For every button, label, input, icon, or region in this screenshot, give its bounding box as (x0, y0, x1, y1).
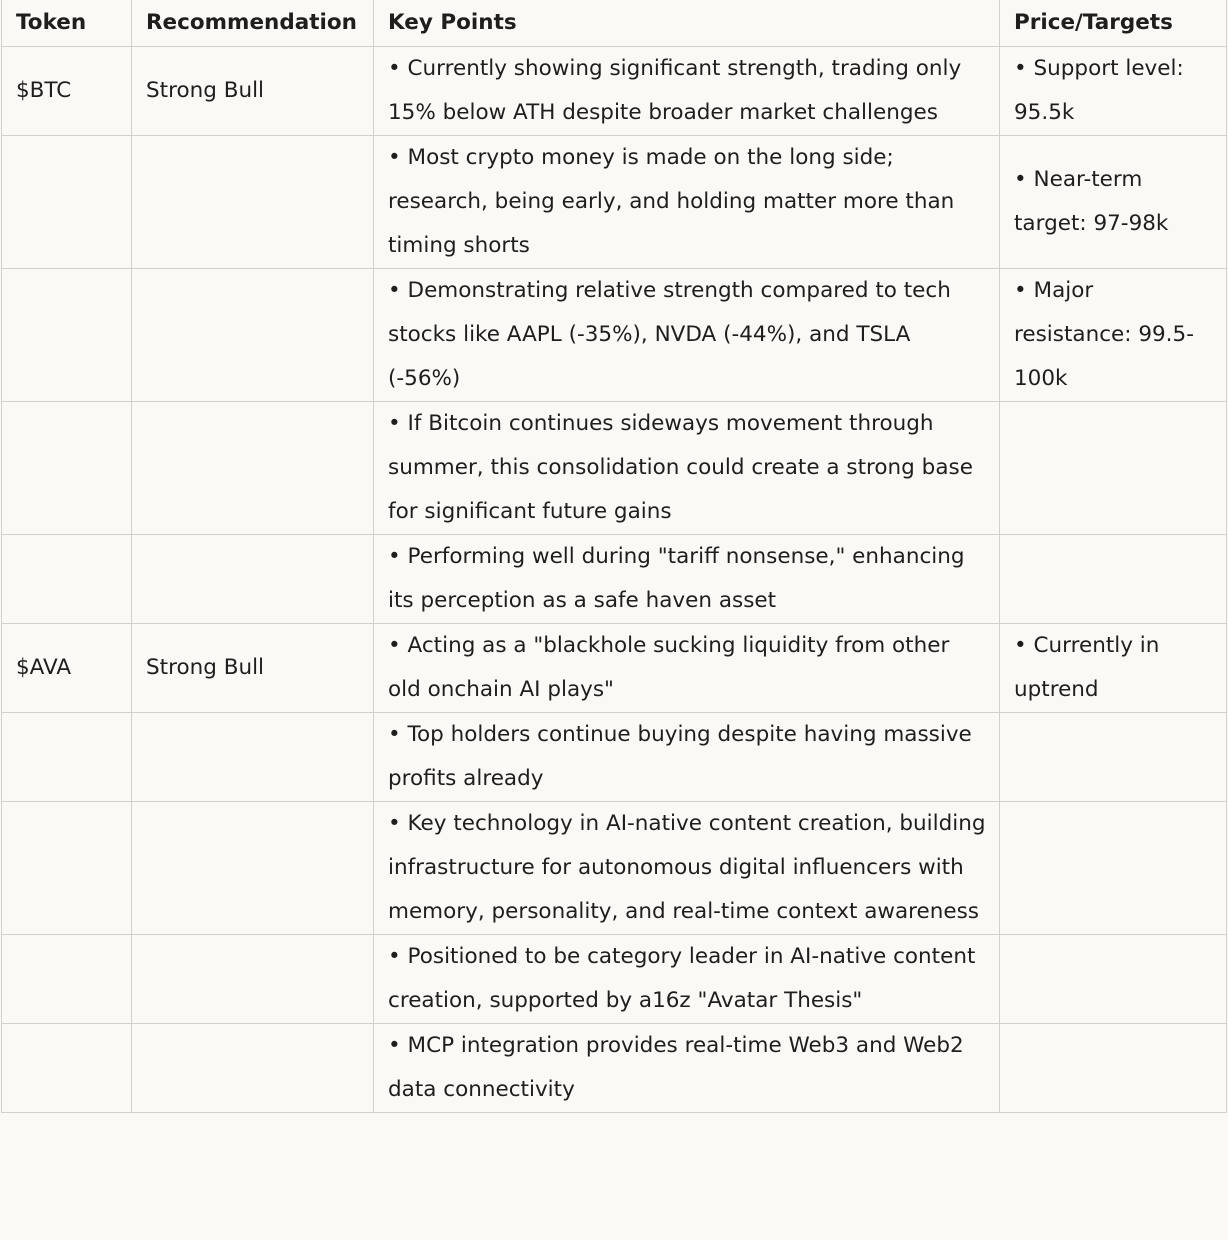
cell-key-point: • Demonstrating relative strength compared to tech stocks like AAPL (-35%), NVDA (-44%), and TSLA (-56%) (374, 269, 1000, 402)
cell-key-point: • MCP integration provides real-time Web3 and Web2 data connectivity (374, 1024, 1000, 1113)
table-row (2, 624, 1227, 713)
cell-recommendation (132, 535, 374, 624)
recommendations-table (1, 0, 1227, 1113)
cell-target (1000, 713, 1227, 802)
cell-target (1000, 535, 1227, 624)
cell-recommendation (132, 269, 374, 402)
table-row (2, 402, 1227, 535)
cell-key-point: • Currently showing significant strength, trading only 15% below ATH despite broader market challenges (374, 47, 1000, 136)
cell-key-point: • If Bitcoin continues sideways movement through summer, this consolidation could create a strong base for significant future gains (374, 402, 1000, 535)
cell-token (2, 802, 132, 935)
cell-token (2, 935, 132, 1024)
cell-token: $BTC (2, 47, 132, 136)
cell-token (2, 402, 132, 535)
cell-token (2, 713, 132, 802)
table-row (2, 535, 1227, 624)
cell-target (1000, 802, 1227, 935)
cell-key-point: • Performing well during "tariff nonsense," enhancing its perception as a safe haven asset (374, 535, 1000, 624)
cell-key-point: • Most crypto money is made on the long side; research, being early, and holding matter more than timing shorts (374, 136, 1000, 269)
cell-recommendation (132, 136, 374, 269)
table-row (2, 136, 1227, 269)
cell-token (2, 535, 132, 624)
cell-token (2, 136, 132, 269)
header-token: Token (2, 0, 132, 47)
header-recommendation: Recommendation (132, 0, 374, 47)
table-row (2, 47, 1227, 136)
table-header-row (2, 0, 1227, 47)
cell-token: $AVA (2, 624, 132, 713)
table-row (2, 1024, 1227, 1113)
cell-key-point: • Top holders continue buying despite having massive profits already (374, 713, 1000, 802)
cell-target (1000, 1024, 1227, 1113)
cell-recommendation (132, 935, 374, 1024)
cell-target: • Support level: 95.5k (1000, 47, 1227, 136)
cell-target (1000, 935, 1227, 1024)
header-key-points: Key Points (374, 0, 1000, 47)
table-row (2, 269, 1227, 402)
cell-token (2, 269, 132, 402)
cell-recommendation (132, 713, 374, 802)
cell-key-point: • Positioned to be category leader in AI-native content creation, supported by a16z "Avatar Thesis" (374, 935, 1000, 1024)
cell-recommendation (132, 402, 374, 535)
header-price-targets: Price/Targets (1000, 0, 1227, 47)
cell-recommendation (132, 802, 374, 935)
cell-target: • Major resistance: 99.5-100k (1000, 269, 1227, 402)
cell-key-point: • Key technology in AI-native content creation, building infrastructure for autonomous digital influencers with memory, personality, and real-time context awareness (374, 802, 1000, 935)
cell-target: • Near-term target: 97-98k (1000, 136, 1227, 269)
table-row (2, 935, 1227, 1024)
cell-target (1000, 402, 1227, 535)
table-row (2, 802, 1227, 935)
cell-token (2, 1024, 132, 1113)
cell-recommendation: Strong Bull (132, 624, 374, 713)
cell-target: • Currently in uptrend (1000, 624, 1227, 713)
table-row (2, 713, 1227, 802)
cell-recommendation (132, 1024, 374, 1113)
cell-key-point: • Acting as a "blackhole sucking liquidity from other old onchain AI plays" (374, 624, 1000, 713)
cell-recommendation: Strong Bull (132, 47, 374, 136)
